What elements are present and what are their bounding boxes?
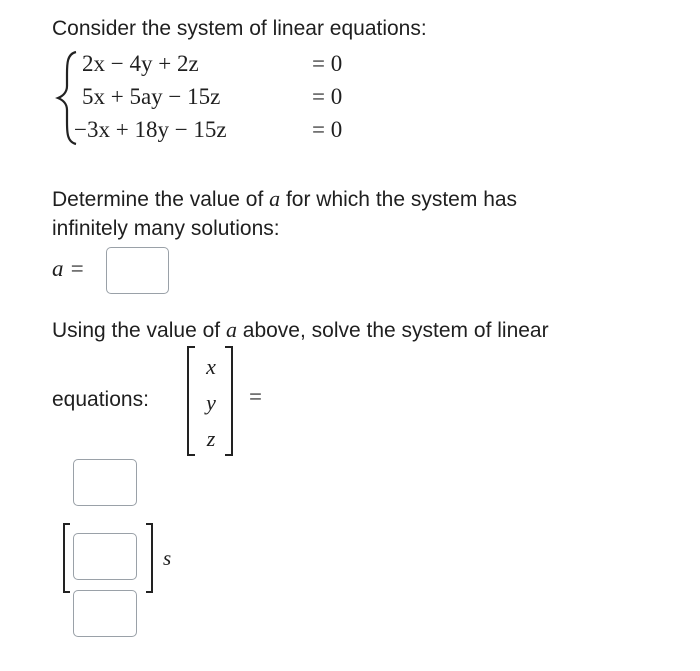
solution-input-middle[interactable] — [73, 533, 137, 580]
solution-input-top[interactable] — [73, 459, 137, 506]
intro-text: Consider the system of linear equations: — [52, 17, 427, 40]
solution-input-bottom[interactable] — [73, 590, 137, 637]
part1-text-b: for which the system has — [280, 188, 518, 211]
part2-variable: a — [225, 317, 237, 342]
part1-text-a: Determine the value of — [52, 188, 270, 211]
vector-entry-y: y — [206, 390, 216, 415]
vector-entry-z: z — [206, 426, 216, 451]
answer-a-input[interactable] — [106, 247, 169, 294]
part1-prompt-line2: infinitely many solutions: — [52, 217, 280, 240]
equation-lhs: −3x + 18y − 15z — [74, 117, 227, 142]
parameter-s: s — [163, 546, 172, 570]
equation-rhs: = 0 — [312, 51, 343, 76]
equation-lhs: 2x − 4y + 2z — [82, 51, 199, 76]
equation-lhs: 5x + 5ay − 15z — [82, 84, 221, 109]
part2-text-a: Using the value of — [52, 319, 226, 342]
part2-prompt — [52, 315, 549, 346]
answer-a-label: a = — [52, 256, 85, 281]
equation-rhs: = 0 — [312, 117, 343, 142]
equation-row — [0, 51, 700, 79]
equals-sign: = — [249, 384, 262, 409]
equation-row — [0, 84, 700, 112]
vector-entry-x: x — [206, 354, 216, 379]
equation-rhs: = 0 — [312, 84, 343, 109]
part1-variable: a — [269, 186, 281, 211]
equation-row — [0, 117, 700, 145]
part2-equations-label: equations: — [52, 388, 149, 411]
part1-prompt — [52, 184, 517, 215]
part2-text-b: above, solve the system of linear — [236, 319, 549, 342]
